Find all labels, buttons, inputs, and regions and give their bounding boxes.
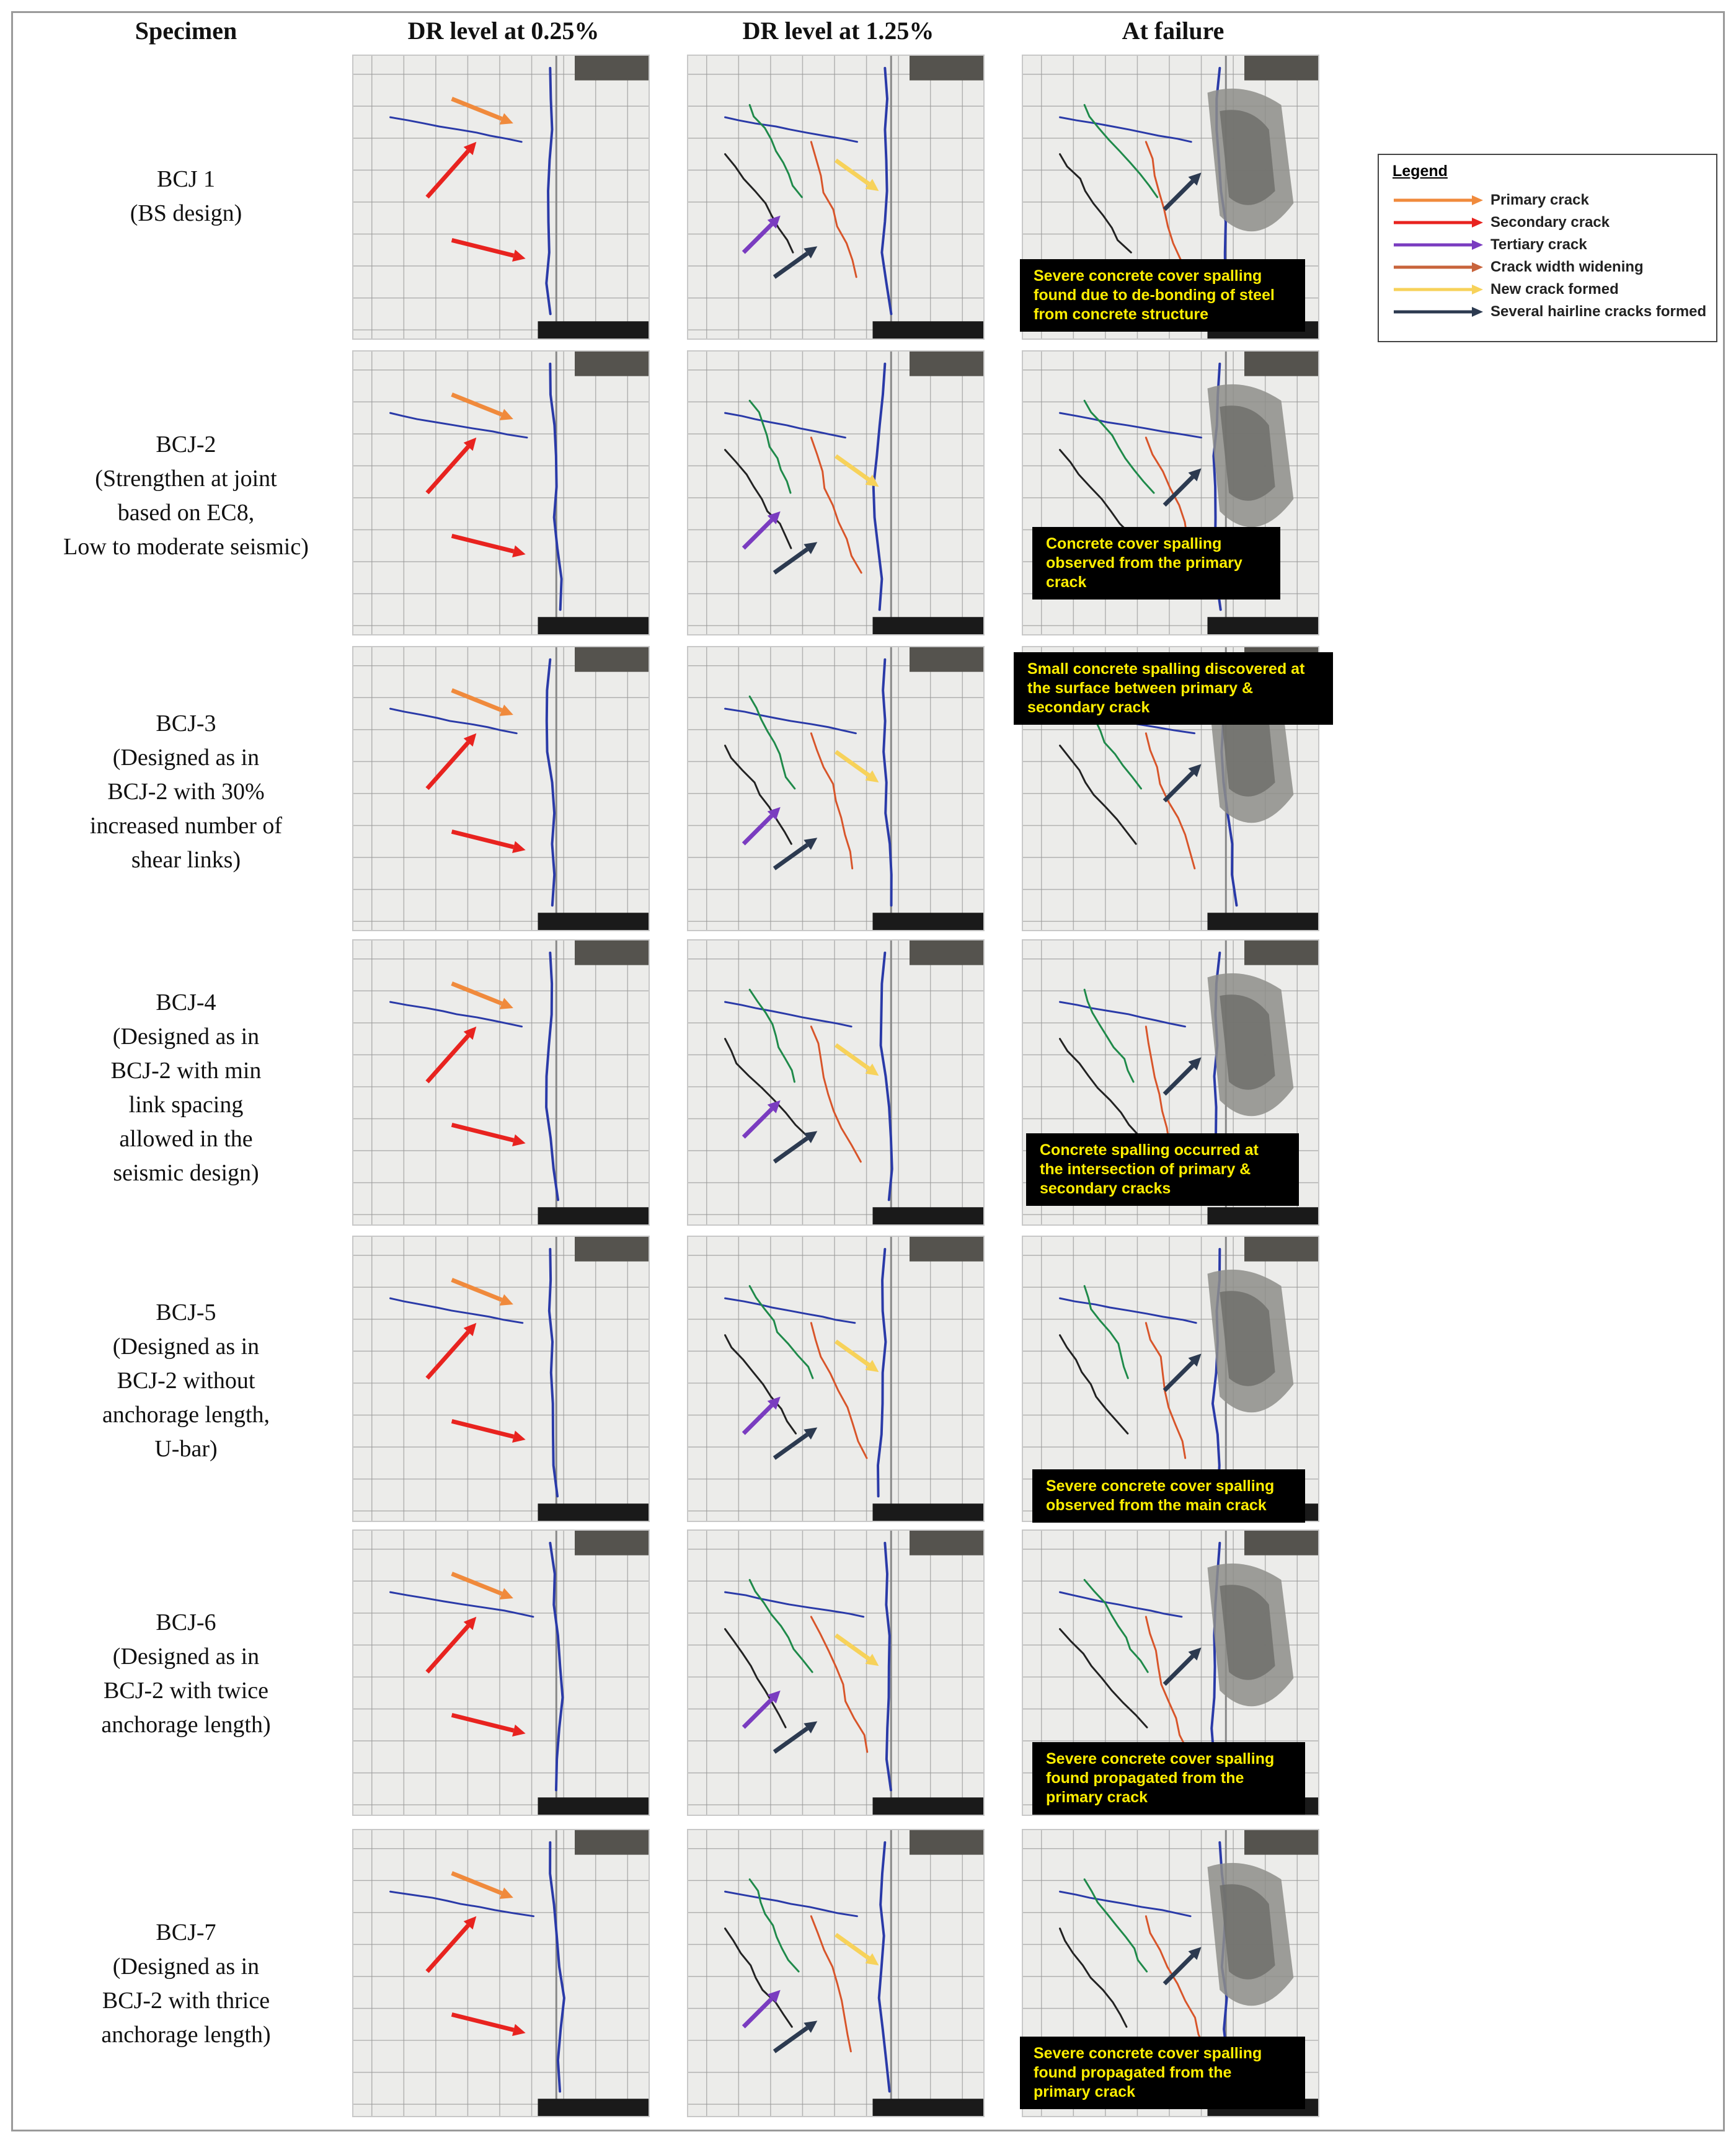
specimen-label: [25, 986, 347, 1190]
column-header-specimen: Specimen: [135, 17, 237, 45]
specimen-photo-dr125: [687, 939, 985, 1226]
legend-label: Primary crack: [1490, 192, 1589, 208]
specimen-line: anchorage length): [101, 1712, 271, 1738]
specimen-label: [25, 162, 347, 231]
legend-item: [1393, 301, 1715, 322]
specimen-line: BCJ-7: [156, 1919, 216, 1945]
specimen-photo-dr025: [352, 646, 650, 931]
specimen-photo-dr025: [352, 939, 650, 1226]
specimen-line: (Designed as in: [112, 1644, 260, 1670]
specimen-photo-dr125: [687, 1529, 985, 1816]
arrow-icon: [1393, 239, 1486, 251]
specimen-line: BCJ-2 with min: [110, 1058, 262, 1084]
legend: [1378, 154, 1717, 342]
specimen-line: seismic design): [113, 1160, 259, 1186]
specimen-line: Low to moderate seismic): [63, 534, 309, 560]
specimen-line: (BS design): [130, 200, 242, 226]
specimen-line: anchorage length): [101, 2022, 271, 2048]
specimen-line: BCJ-2: [156, 431, 216, 458]
specimen-line: (Designed as in: [112, 745, 260, 771]
failure-note: Concrete cover spalling observed from the primary crack: [1032, 527, 1280, 600]
column-header-failure: At failure: [1122, 17, 1224, 45]
specimen-label: [25, 707, 347, 877]
arrow-icon: [1393, 283, 1486, 296]
column-header-dr025: DR level at 0.25%: [407, 17, 600, 45]
specimen-line: (Designed as in: [112, 1334, 260, 1360]
specimen-photo-dr125: [687, 646, 985, 931]
legend-label: Tertiary crack: [1490, 236, 1587, 253]
specimen-photo-dr125: [687, 1236, 985, 1522]
legend-label: New crack formed: [1490, 281, 1619, 298]
specimen-line: BCJ-4: [156, 989, 216, 1016]
specimen-line: (Strengthen at joint: [95, 466, 277, 492]
specimen-label: [25, 1606, 347, 1742]
legend-item: [1393, 234, 1715, 255]
legend-item: [1393, 189, 1715, 210]
specimen-photo-dr025: [352, 1829, 650, 2117]
column-header-dr125: DR level at 1.25%: [742, 17, 934, 45]
specimen-photo-dr125: [687, 350, 985, 635]
failure-note: Severe concrete cover spalling observed from the main crack: [1032, 1469, 1305, 1523]
specimen-photo-dr025: [352, 1236, 650, 1522]
specimen-line: BCJ 1: [157, 166, 215, 192]
specimen-line: BCJ-2 with thrice: [102, 1988, 270, 2014]
specimen-line: (Designed as in: [112, 1954, 260, 1980]
specimen-photo-dr125: [687, 55, 985, 340]
specimen-line: BCJ-5: [156, 1299, 216, 1325]
legend-item: [1393, 211, 1715, 232]
specimen-label: [25, 1296, 347, 1466]
failure-note: Severe concrete cover spalling found due to de-bonding of steel from concrete structure: [1020, 259, 1305, 332]
specimen-line: BCJ-6: [156, 1609, 216, 1635]
legend-label: Crack width widening: [1490, 259, 1644, 275]
specimen-photo-dr125: [687, 1829, 985, 2117]
specimen-line: shear links): [131, 847, 241, 873]
legend-title: Legend: [1393, 162, 1448, 180]
failure-note: Severe concrete cover spalling found propagated from the primary crack: [1020, 2037, 1305, 2109]
specimen-line: link spacing: [128, 1092, 244, 1118]
specimen-line: (Designed as in: [112, 1024, 260, 1050]
arrow-icon: [1393, 194, 1486, 206]
specimen-photo-dr025: [352, 55, 650, 340]
legend-label: Secondary crack: [1490, 214, 1610, 231]
failure-note: Concrete spalling occurred at the intersection of primary & secondary cracks: [1026, 1133, 1299, 1206]
specimen-label: [25, 1916, 347, 2052]
arrow-icon: [1393, 261, 1486, 273]
specimen-line: BCJ-3: [156, 710, 216, 737]
failure-note: Severe concrete cover spalling found propagated from the primary crack: [1032, 1742, 1305, 1815]
arrow-icon: [1393, 216, 1486, 229]
specimen-label: [25, 428, 347, 564]
legend-item: [1393, 256, 1715, 277]
arrow-icon: [1393, 306, 1486, 318]
specimen-photo-dr025: [352, 350, 650, 635]
specimen-line: anchorage length,: [102, 1402, 270, 1428]
legend-label: Several hairline cracks formed: [1490, 303, 1707, 320]
specimen-line: BCJ-2 without: [117, 1368, 255, 1394]
failure-note: Small concrete spalling discovered at the surface between primary & secondary crack: [1014, 652, 1333, 725]
specimen-line: increased number of: [89, 813, 283, 839]
specimen-line: based on EC8,: [117, 500, 255, 526]
specimen-line: allowed in the: [119, 1126, 253, 1152]
specimen-line: BCJ-2 with twice: [104, 1678, 268, 1704]
specimen-line: BCJ-2 with 30%: [107, 779, 265, 805]
specimen-photo-dr025: [352, 1529, 650, 1816]
specimen-line: U-bar): [154, 1436, 218, 1462]
legend-item: [1393, 278, 1715, 299]
